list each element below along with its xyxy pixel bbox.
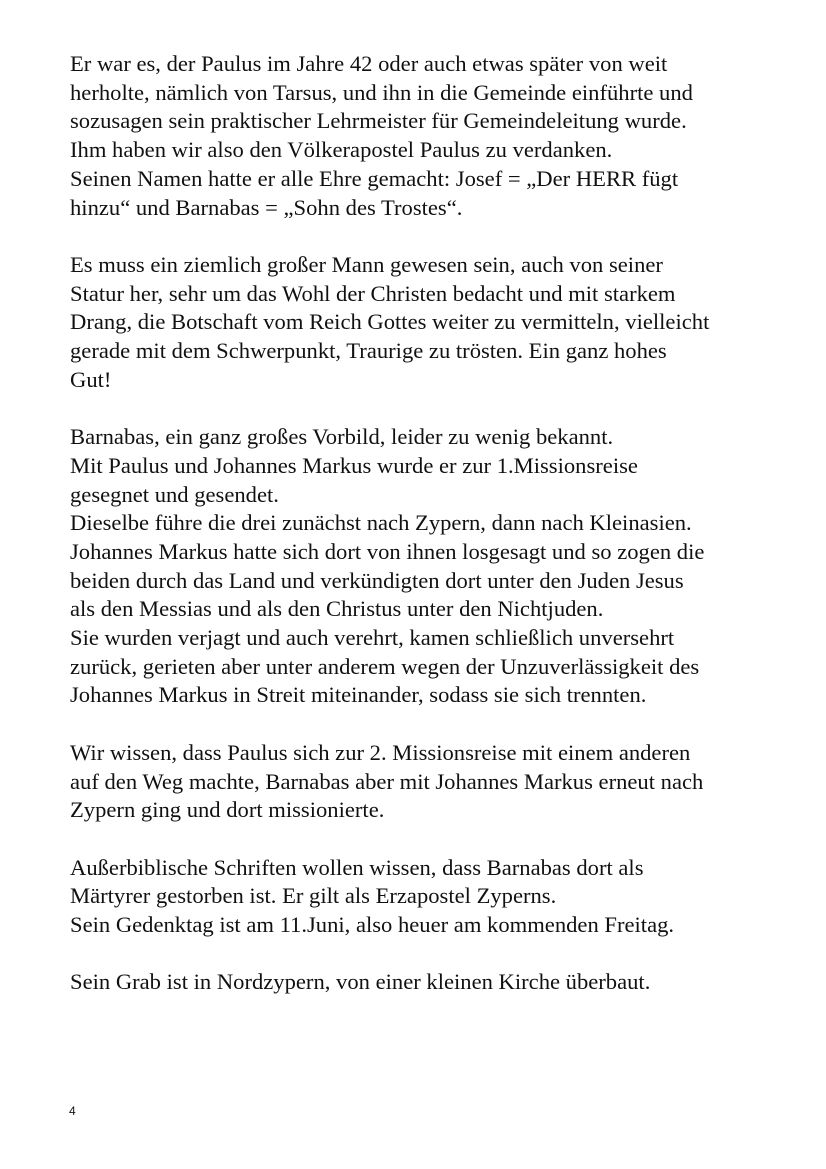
text-line: Märtyrer gestorben ist. Er gilt als Erzapostel Zyperns.	[70, 883, 557, 909]
text-line: Dieselbe führe die drei zunächst nach Zypern, dann nach Kleinasien.	[70, 510, 692, 536]
text-line: Ihm haben wir also den Völkerapostel Paulus zu verdanken.	[70, 137, 613, 163]
text-line: Es muss ein ziemlich großer Mann gewesen sein, auch von seiner	[70, 251, 663, 277]
text-line: als den Messias und als den Christus unter den Nichtjuden.	[70, 596, 604, 622]
paragraph-grab	[70, 968, 800, 997]
text-line: Barnabas, ein ganz großes Vorbild, leider zu wenig bekannt.	[70, 424, 614, 450]
text-line: Zypern ging und dort missionierte.	[70, 797, 385, 823]
text-line: Johannes Markus hatte sich dort von ihnen losgesagt und so zogen die	[70, 538, 705, 564]
text-line: Johannes Markus in Streit miteinander, sodass sie sich trennten.	[70, 682, 647, 708]
text-line: Seinen Namen hatte er alle Ehre gemacht: Josef = „Der HERR fügt	[70, 165, 679, 191]
paragraph-maertyrer	[70, 854, 800, 940]
text-line: hinzu“ und Barnabas = „Sohn des Trostes“.	[70, 194, 463, 220]
text-line: Mit Paulus und Johannes Markus wurde er zur 1.Missionsreise	[70, 452, 638, 478]
text-line: Sie wurden verjagt und auch verehrt, kamen schließlich unversehrt	[70, 625, 675, 651]
paragraph-grosser-mann	[70, 251, 800, 395]
text-line: beiden durch das Land und verkündigten dort unter den Juden Jesus	[70, 567, 684, 593]
text-line: Er war es, der Paulus im Jahre 42 oder auch etwas später von weit	[70, 51, 668, 76]
page-number: 4	[69, 1104, 76, 1118]
text-line: Gut!	[70, 366, 112, 392]
text-line: Wir wissen, dass Paulus sich zur 2. Missionsreise mit einem anderen	[70, 739, 691, 765]
text-line: auf den Weg machte, Barnabas aber mit Johannes Markus erneut nach	[70, 768, 704, 794]
paragraph-paulus-tarsus	[70, 50, 800, 222]
text-line: Statur her, sehr um das Wohl der Christen bedacht und mit starkem	[70, 280, 676, 306]
text-line: Außerbiblische Schriften wollen wissen, dass Barnabas dort als	[70, 854, 644, 880]
text-line: Drang, die Botschaft vom Reich Gottes weiter zu vermitteln, vielleicht	[70, 309, 710, 335]
text-line: gesegnet und gesendet.	[70, 481, 279, 507]
text-line: zurück, gerieten aber unter anderem wegen der Unzuverlässigkeit des	[70, 653, 700, 679]
text-line: sozusagen sein praktischer Lehrmeister für Gemeindeleitung wurde.	[70, 108, 687, 134]
text-line: Sein Grab ist in Nordzypern, von einer kleinen Kirche überbaut.	[70, 969, 651, 995]
paragraph-missionsreise-1	[70, 423, 800, 710]
paragraph-missionsreise-2	[70, 739, 800, 825]
text-line: gerade mit dem Schwerpunkt, Traurige zu trösten. Ein ganz hohes	[70, 338, 667, 364]
text-line: Sein Gedenktag ist am 11.Juni, also heuer am kommenden Freitag.	[70, 912, 675, 938]
text-line: herholte, nämlich von Tarsus, und ihn in die Gemeinde einführte und	[70, 79, 693, 105]
document-body	[70, 50, 800, 1026]
